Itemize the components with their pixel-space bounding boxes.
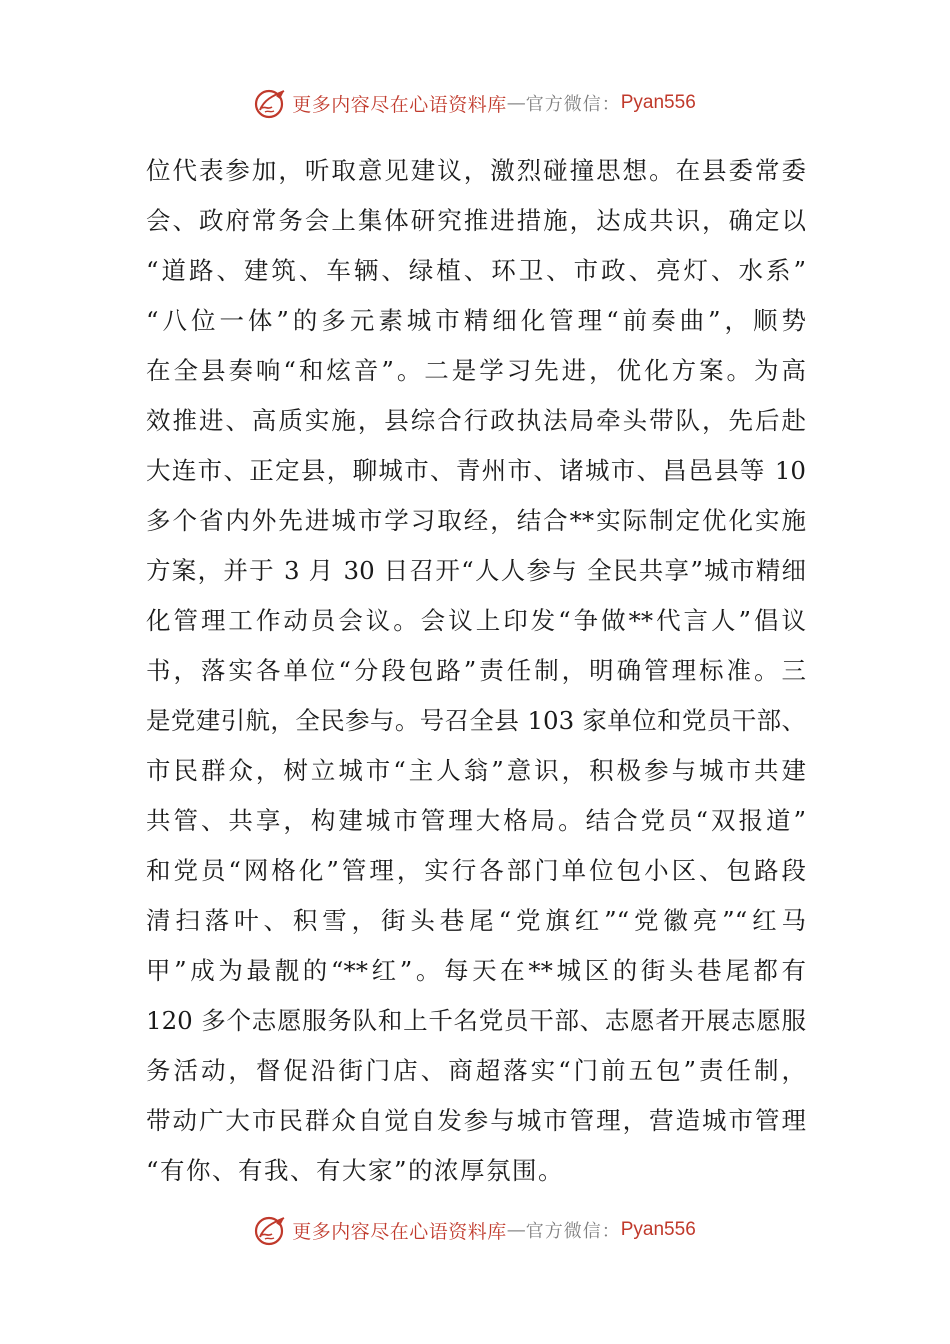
paragraph-line: 是党建引航，全民参与。号召全县 103 家单位和党员干部、 <box>146 706 806 735</box>
paragraph-line: 共管、共享，构建城市管理大格局。结合党员“双报道” <box>146 806 806 835</box>
paragraph-line: 位代表参加，听取意见建议，激烈碰撞思想。在县委常委 <box>146 156 806 185</box>
paragraph-line: 和党员“网格化”管理，实行各部门单位包小区、包路段 <box>146 856 806 885</box>
paragraph-line: 120 多个志愿服务队和上千名党员干部、志愿者开展志愿服 <box>146 1006 806 1035</box>
banner-dash: — <box>506 1219 526 1241</box>
pen-logo-icon <box>254 86 288 120</box>
paragraph-line-last: “有你、有我、有大家”的浓厚氛围。 <box>146 1156 565 1185</box>
banner-dash: — <box>506 92 526 114</box>
paragraph-line: 会、政府常务会上集体研究推进措施，达成共识，确定以 <box>146 206 806 235</box>
paragraph-line: 在全县奏响“和炫音”。二是学习先进，优化方案。为高 <box>146 356 806 385</box>
paragraph-line: 多个省内外先进城市学习取经，结合**实际制定优化实施 <box>146 506 806 535</box>
paragraph-line: “八位一体”的多元素城市精细化管理“前奏曲”，顺势 <box>146 306 806 335</box>
paragraph-line: 务活动，督促沿街门店、商超落实“门前五包”责任制， <box>146 1056 806 1085</box>
paragraph-line: 方案，并于 3 月 30 日召开“人人参与 全民共享”城市精细 <box>146 556 806 585</box>
pen-logo-icon <box>254 1213 288 1247</box>
banner-wechat-label: 官方微信： <box>525 1221 621 1242</box>
paragraph-line: 书，落实各单位“分段包路”责任制，明确管理标准。三 <box>146 656 806 685</box>
paragraph-line: 甲”成为最靓的“**红”。每天在**城区的街头巷尾都有 <box>146 956 806 985</box>
paragraph-line: 清扫落叶、积雪，街头巷尾“党旗红”“党徽亮”“红马 <box>146 906 806 935</box>
paragraph-line: 市民群众，树立城市“主人翁”意识，积极参与城市共建 <box>146 756 806 785</box>
body-paragraph <box>146 146 806 1196</box>
paragraph-line: 效推进、高质实施，县综合行政执法局牵头带队，先后赴 <box>146 406 806 435</box>
paragraph-line: 大连市、正定县，聊城市、青州市、诸城市、昌邑县等 10 <box>146 456 806 485</box>
banner-wechat-handle: Pyan556 <box>620 92 696 113</box>
paragraph-line: “道路、建筑、车辆、绿植、环卫、市政、亮灯、水系” <box>146 256 806 285</box>
banner-text: 更多内容尽在心语资料库 <box>292 1220 507 1243</box>
footer-banner <box>0 1210 950 1250</box>
header-banner <box>0 83 950 123</box>
paragraph-line: 带动广大市民群众自觉自发参与城市管理，营造城市管理 <box>146 1106 806 1135</box>
banner-text: 更多内容尽在心语资料库 <box>292 93 507 116</box>
banner-wechat-label: 官方微信： <box>525 94 621 115</box>
paragraph-line: 化管理工作动员会议。会议上印发“争做**代言人”倡议 <box>146 606 806 635</box>
banner-wechat-handle: Pyan556 <box>620 1219 696 1240</box>
